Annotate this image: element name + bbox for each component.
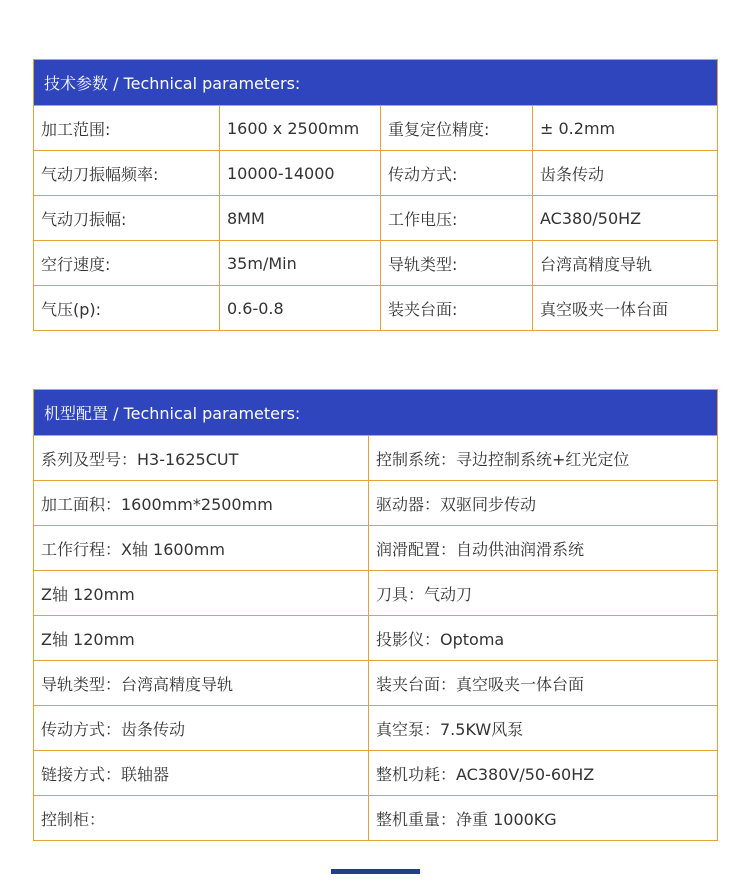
table-cell: 空行速度: (34, 241, 220, 286)
table-cell: 系列及型号：H3-1625CUT (34, 436, 369, 481)
table-cell: 真空泵：7.5KW风泵 (369, 706, 718, 751)
table-cell: 台湾高精度导轨 (533, 241, 718, 286)
table-row (34, 661, 718, 706)
table-cell: 0.6-0.8 (220, 286, 381, 331)
table-cell: 加工范围: (34, 106, 220, 151)
table-cell: 气动刀振幅: (34, 196, 220, 241)
table-title: 机型配置 / Technical parameters: (34, 390, 718, 436)
table-cell: 8MM (220, 196, 381, 241)
table-cell: 润滑配置：自动供油润滑系统 (369, 526, 718, 571)
table-cell: 整机功耗：AC380V/50-60HZ (369, 751, 718, 796)
table-cell: 传动方式: (381, 151, 533, 196)
table-cell: 1600 x 2500mm (220, 106, 381, 151)
table-row (34, 616, 718, 661)
table-row (34, 196, 718, 241)
table-cell: 投影仪：Optoma (369, 616, 718, 661)
table-cell: 装夹台面: (381, 286, 533, 331)
table-row (34, 751, 718, 796)
table-row (34, 706, 718, 751)
table-cell: 传动方式：齿条传动 (34, 706, 369, 751)
table-cell: 35m/Min (220, 241, 381, 286)
table-cell: 导轨类型: (381, 241, 533, 286)
table-row (34, 481, 718, 526)
technical-parameters-table (33, 59, 718, 331)
table-row (34, 241, 718, 286)
table-cell: Z轴 120mm (34, 571, 369, 616)
table-header-row (34, 60, 718, 106)
table-cell: 10000-14000 (220, 151, 381, 196)
table-cell: 链接方式：联轴器 (34, 751, 369, 796)
table-cell: 工作行程：X轴 1600mm (34, 526, 369, 571)
table-row (34, 106, 718, 151)
table-cell: 装夹台面：真空吸夹一体台面 (369, 661, 718, 706)
table-cell: 控制系统：寻边控制系统+红光定位 (369, 436, 718, 481)
table-header-row (34, 390, 718, 436)
table-cell: 整机重量：净重 1000KG (369, 796, 718, 841)
table-cell: 重复定位精度: (381, 106, 533, 151)
table-row (34, 796, 718, 841)
table-cell: AC380/50HZ (533, 196, 718, 241)
table-row (34, 436, 718, 481)
table-cell: 控制柜： (34, 796, 369, 841)
table-cell: 导轨类型：台湾高精度导轨 (34, 661, 369, 706)
table-cell: 气动刀振幅频率: (34, 151, 220, 196)
table-cell: 刀具：气动刀 (369, 571, 718, 616)
model-configuration-table (33, 389, 718, 841)
table-cell: 真空吸夹一体台面 (533, 286, 718, 331)
table-cell: 齿条传动 (533, 151, 718, 196)
table-row (34, 151, 718, 196)
table-cell: 驱动器：双驱同步传动 (369, 481, 718, 526)
table-cell: 工作电压: (381, 196, 533, 241)
table-row (34, 286, 718, 331)
table-title: 技术参数 / Technical parameters: (34, 60, 718, 106)
table-cell: ± 0.2mm (533, 106, 718, 151)
table-row (34, 526, 718, 571)
table-cell: Z轴 120mm (34, 616, 369, 661)
footer-divider-bar (331, 869, 420, 874)
table-row (34, 571, 718, 616)
table-cell: 气压(p): (34, 286, 220, 331)
table-cell: 加工面积：1600mm*2500mm (34, 481, 369, 526)
